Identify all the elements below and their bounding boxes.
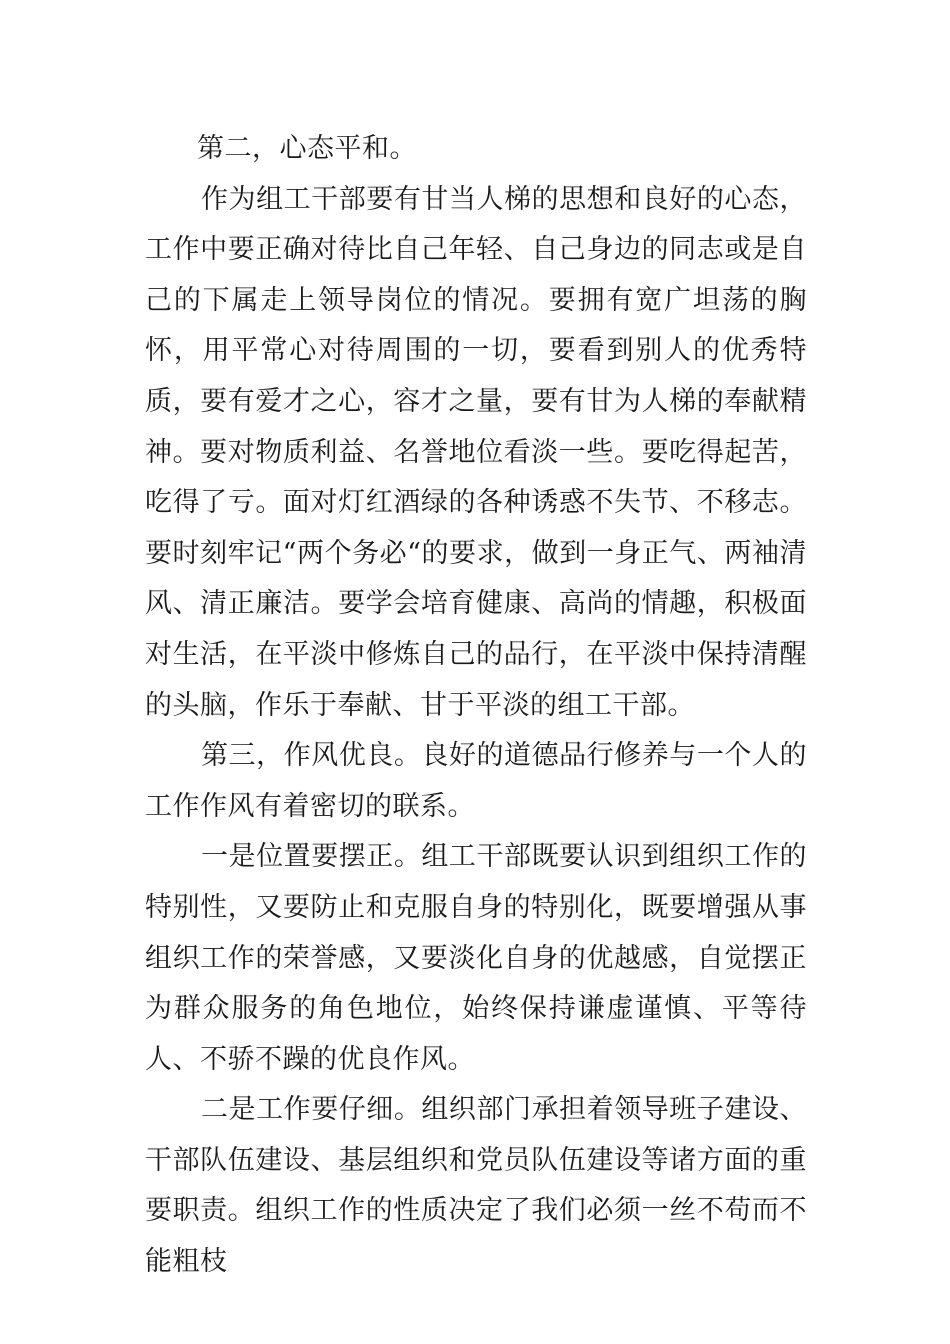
document-body — [145, 124, 807, 1288]
paragraph-heading-third: 第三，作风优良。良好的道德品行修养与一个人的工作作风有着密切的联系。 — [145, 740, 807, 822]
paragraph-work-careful: 二是工作要仔细。组织部门承担着领导班子建设、干部队伍建设、基层组织和党员队伍建设等诸方面的重要职责。组织工作的性质决定了我们必须一丝不苟而不能粗枝 — [145, 1094, 807, 1278]
paragraph-heading-second: 第二，心态平和。 — [197, 133, 417, 164]
paragraph-calm-mindset: 作为组工干部要有甘当人梯的思想和良好的心态，工作中要正确对待比自己年轻、自己身边的同志或是自己的下属走上领导岗位的情况。要拥有宽广坦荡的胸怀，用平常心对待周围的一切，要看到别人的优秀特质，要有爱才之心，容才之量，要有甘为人梯的奉献精神。要对物质利益、名誉地位看淡一些。要吃得起苦，吃得了亏。面对灯红酒绿的各种诱惑不失节、不移志。要时刻牢记“两个务必“的要求，做到一身正气、两袖清风、清正廉洁。要学会培育健康、高尚的情趣，积极面对生活，在平淡中修炼自己的品行，在平淡中保持清醒的头脑，作乐于奉献、甘于平淡的组工干部。 — [145, 183, 807, 721]
paragraph-position-correct: 一是位置要摆正。组工干部既要认识到组织工作的特别性，又要防止和克服自身的特别化，既要增强从事组织工作的荣誉感，又要淡化自身的优越感，自觉摆正为群众服务的角色地位，始终保持谦虚谨慎、平等待人、不骄不躁的优良作风。 — [145, 841, 807, 1075]
